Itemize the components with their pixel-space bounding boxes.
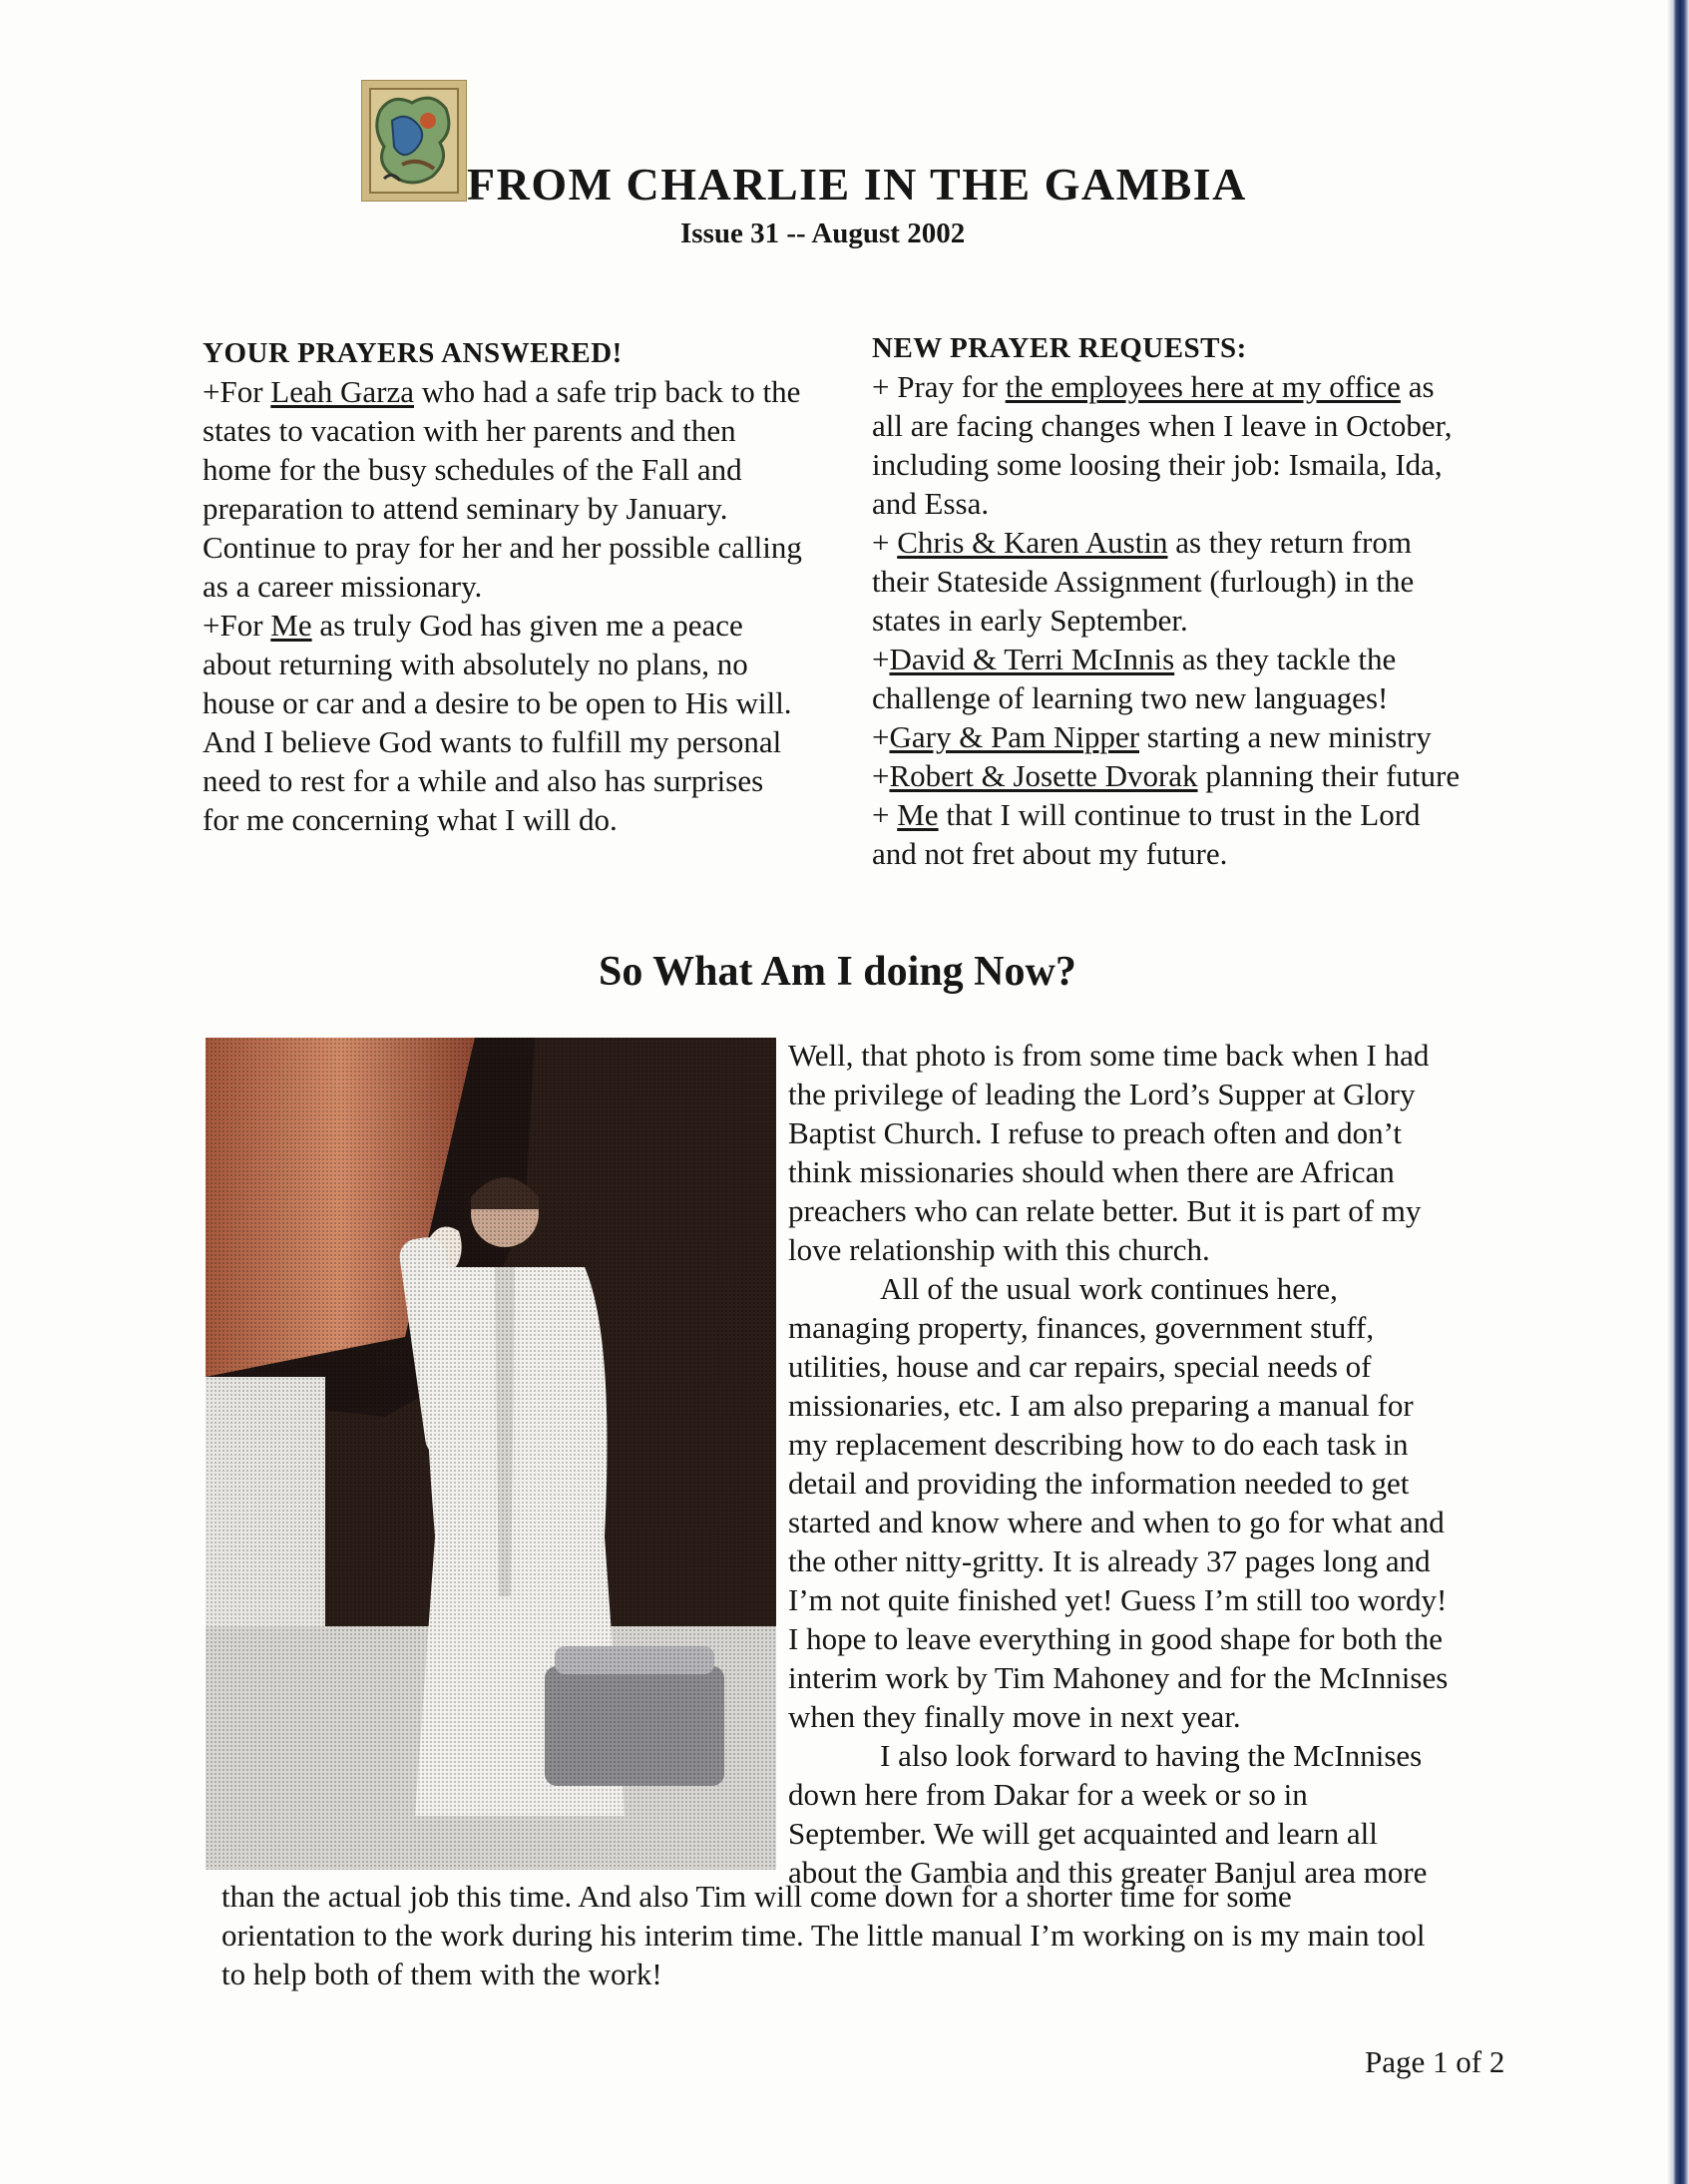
prayers-answered-body xyxy=(203,372,802,839)
text-segment: +For xyxy=(203,374,271,409)
article-line: to help both of them with the work! xyxy=(221,1957,662,1991)
text-line xyxy=(203,411,802,450)
text-segment: + Pray for xyxy=(872,369,1006,404)
text-segment: all are facing changes when I leave in October, xyxy=(872,408,1453,443)
text-segment: and Essa. xyxy=(872,486,990,521)
text-line xyxy=(872,601,1460,640)
text-line xyxy=(872,678,1460,717)
article-line: I also look forward to having the McInnises xyxy=(880,1738,1423,1773)
text-segment: starting a new ministry xyxy=(1139,719,1432,754)
church-photo xyxy=(206,1038,776,1870)
article-line: preachers who can relate better. But it is part of my xyxy=(788,1193,1422,1228)
text-line xyxy=(203,450,802,489)
article-line: All of the usual work continues here, xyxy=(880,1271,1338,1306)
article-line: Well, that photo is from some time back when I had xyxy=(788,1038,1430,1073)
text-line xyxy=(872,484,1460,523)
article-line: Baptist Church. I refuse to preach often and don’t xyxy=(788,1115,1402,1150)
text-segment: as truly God has given me a peace xyxy=(311,608,743,643)
text-line xyxy=(203,606,802,645)
text-line xyxy=(203,528,802,567)
article-line: down here from Dakar for a week or so in xyxy=(788,1777,1308,1812)
text-segment: home for the busy schedules of the Fall and xyxy=(203,452,742,487)
text-line xyxy=(872,367,1460,406)
text-line xyxy=(872,717,1460,756)
article-line: my replacement describing how to do each task in xyxy=(788,1427,1409,1462)
text-segment: + xyxy=(872,642,890,676)
prayer-requests-body xyxy=(872,367,1460,873)
prayer-requests-heading: NEW PRAYER REQUESTS: xyxy=(872,332,1247,364)
text-segment: as xyxy=(1400,369,1435,404)
article-line: love relationship with this church. xyxy=(788,1232,1210,1267)
scan-edge-border xyxy=(1667,0,1689,2184)
text-segment: challenge of learning two new languages! xyxy=(872,680,1389,715)
text-line xyxy=(203,761,802,800)
text-segment: + xyxy=(872,525,898,560)
article-line: than the actual job this time. And also Tim will come down for a shorter time for some xyxy=(221,1879,1292,1914)
text-line xyxy=(872,795,1460,834)
text-segment: +For xyxy=(203,608,271,643)
article-body-side xyxy=(788,1036,1448,1892)
text-segment: house or car and a desire to be open to His will. xyxy=(203,685,792,720)
prayer-requests-section xyxy=(872,329,1460,873)
article-line: interim work by Tim Mahoney and for the McInnises xyxy=(788,1660,1449,1695)
text-segment: + xyxy=(872,719,890,754)
text-line xyxy=(203,645,802,683)
text-segment: their Stateside Assignment (furlough) in the xyxy=(872,564,1415,599)
article-title: So What Am I doing Now? xyxy=(599,949,1076,995)
text-segment: about returning with absolutely no plans, no xyxy=(203,647,748,681)
article-line: detail and providing the information needed to get xyxy=(788,1466,1410,1501)
newsletter-title: FROM CHARLIE IN THE GAMBIA xyxy=(467,159,1247,210)
text-segment: states in early September. xyxy=(872,603,1188,638)
text-segment: including some loosing their job: Ismaila, Ida, xyxy=(872,447,1443,482)
text-segment: preparation to attend seminary by January. xyxy=(203,491,728,526)
text-line xyxy=(872,406,1460,445)
text-segment: + xyxy=(872,797,898,832)
article-body-bottom xyxy=(221,1877,1426,1993)
text-segment: need to rest for a while and also has surprises xyxy=(203,763,764,798)
text-line xyxy=(203,800,802,839)
text-segment: who had a safe trip back to the xyxy=(414,374,801,409)
text-line xyxy=(872,834,1460,873)
text-segment: that I will continue to trust in the Lord xyxy=(938,797,1421,832)
prayers-answered-section xyxy=(203,334,802,839)
text-line xyxy=(872,562,1460,601)
text-line xyxy=(203,372,802,411)
article-line: started and know where and when to go for what and xyxy=(788,1505,1445,1539)
text-segment: and not fret about my future. xyxy=(872,836,1228,871)
page-number: Page 1 of 2 xyxy=(1365,2044,1505,2079)
text-segment: as a career missionary. xyxy=(203,569,483,604)
text-segment: states to vacation with her parents and then xyxy=(203,413,736,448)
highlighted-name: Me xyxy=(897,797,939,832)
article-line: think missionaries should when there are African xyxy=(788,1154,1395,1189)
highlighted-name: Robert & Josette Dvorak xyxy=(889,758,1198,793)
article-line: managing property, finances, government stuff, xyxy=(788,1310,1375,1345)
text-segment: for me concerning what I will do. xyxy=(203,802,618,837)
text-line xyxy=(872,756,1460,795)
text-line xyxy=(203,567,802,606)
article-line: September. We will get acquainted and learn all xyxy=(788,1816,1378,1851)
highlighted-name: Gary & Pam Nipper xyxy=(889,719,1140,754)
text-line xyxy=(872,523,1460,562)
text-segment: Continue to pray for her and her possible calling xyxy=(203,530,802,565)
highlighted-name: Leah Garza xyxy=(270,374,414,409)
highlighted-name: the employees here at my office xyxy=(1005,369,1401,404)
article-line: about the Gambia and this greater Banjul area more xyxy=(788,1855,1428,1890)
article-line: utilities, house and car repairs, special needs of xyxy=(788,1349,1372,1384)
text-line xyxy=(203,683,802,722)
article-line: the privilege of leading the Lord’s Supper at Glory xyxy=(788,1077,1416,1111)
article-line: the other nitty-gritty. It is already 37 pages long and xyxy=(788,1543,1431,1578)
highlighted-name: David & Terri McInnis xyxy=(889,642,1175,676)
highlighted-name: Me xyxy=(270,608,312,643)
article-line: when they finally move in next year. xyxy=(788,1699,1241,1734)
text-segment: as they return from xyxy=(1167,525,1412,560)
text-segment: planning their future xyxy=(1197,758,1461,793)
text-segment: + xyxy=(872,758,890,793)
newsletter-logo xyxy=(361,80,467,202)
issue-line: Issue 31 -- August 2002 xyxy=(680,218,966,249)
text-line xyxy=(203,722,802,761)
text-line xyxy=(203,489,802,528)
article-line: I hope to leave everything in good shape for both the xyxy=(788,1621,1443,1656)
article-line: I’m not quite finished yet! Guess I’m still too wordy! xyxy=(788,1582,1448,1617)
text-segment: And I believe God wants to fulfill my personal xyxy=(203,724,782,759)
text-line xyxy=(872,640,1460,678)
text-segment: as they tackle the xyxy=(1174,642,1397,676)
text-line xyxy=(872,445,1460,484)
article-line: missionaries, etc. I am also preparing a manual for xyxy=(788,1388,1414,1423)
article-line: orientation to the work during his interim time. The little manual I’m working on is my main tool xyxy=(221,1918,1426,1953)
prayers-answered-heading: YOUR PRAYERS ANSWERED! xyxy=(203,337,623,369)
highlighted-name: Chris & Karen Austin xyxy=(897,525,1168,560)
